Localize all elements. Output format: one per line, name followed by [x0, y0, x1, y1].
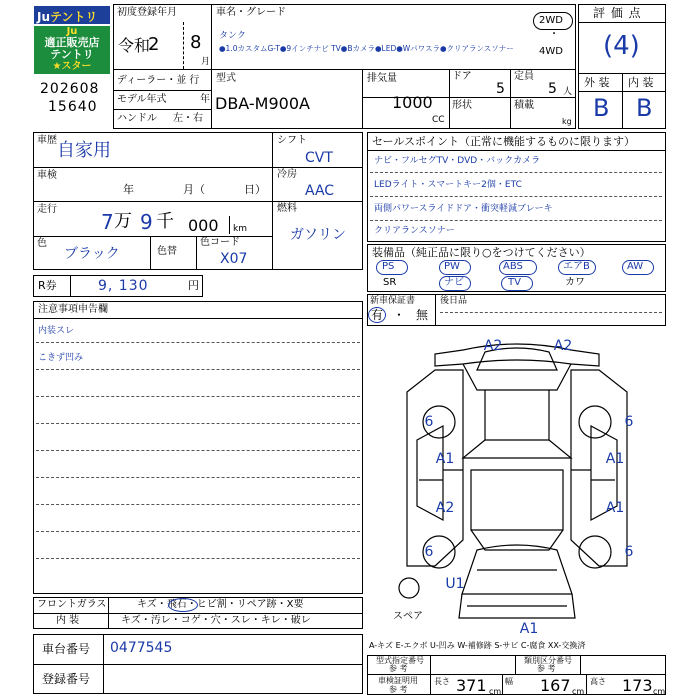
type-label: 型式: [216, 73, 236, 84]
width-label: 幅: [505, 677, 513, 686]
damage-mark: A1: [605, 500, 625, 516]
logo-badge: Ju: [66, 26, 78, 37]
capacity-label: 定員: [514, 71, 534, 82]
type-designation-label: 型式指定番号: [376, 656, 424, 665]
r-ticket-value: 9, 130: [98, 278, 149, 294]
history-label: 車歴: [37, 135, 57, 146]
displacement-label: 排気量: [367, 73, 397, 84]
equip-aw: AW: [627, 261, 644, 272]
capacity-value: 5: [548, 81, 557, 97]
mileage-man: 7: [101, 210, 114, 234]
vehicle-grade: ●1.0カスタムG-T●9インチナビ TV●Bカメラ●LED●Wパワスラ●クリアランスソナー: [219, 44, 514, 53]
registration-month: 8: [190, 32, 202, 53]
inspection-day: 日）: [244, 183, 266, 196]
damage-mark: U1: [445, 576, 465, 592]
length-unit: cm: [489, 687, 502, 696]
equip-airbag: エアB: [563, 261, 590, 272]
sales-point-1: ナビ・フルセグTV・DVD・バックカメラ: [374, 156, 541, 166]
height-label: 高さ: [590, 677, 606, 686]
logo-line2: テントリ: [50, 48, 94, 61]
damage-mark: 6: [424, 414, 434, 430]
height-value: 173: [622, 676, 653, 695]
doors-label: ドア: [452, 71, 472, 82]
drive-sep: ・: [549, 29, 559, 40]
handle-options: 左・右: [173, 113, 203, 124]
mileage-unit: km: [233, 224, 247, 234]
notes-label: 注意事項申告欄: [38, 304, 108, 315]
color-code-label: 色コード: [200, 237, 240, 248]
inspection-month: 月（: [183, 183, 205, 196]
damage-mark: 6: [424, 544, 434, 560]
shift-value: CVT: [305, 150, 333, 166]
lot-code-2: 15640: [48, 99, 98, 115]
model-year-label: モデル年式: [117, 94, 167, 105]
front-glass-label: フロントガラス: [37, 599, 107, 610]
length-label: 長さ: [434, 677, 450, 686]
damage-mark: A2: [435, 500, 455, 516]
color-label: 色: [37, 238, 47, 249]
dealer-label: ディーラー・並 行: [117, 75, 200, 86]
ac-value: AAC: [305, 183, 335, 199]
front-glass-options: キズ・飛石・ヒビ割・リペア跡・X要: [137, 599, 304, 610]
registration-era: 令和: [118, 36, 151, 55]
equip-navi: ナビ: [444, 277, 464, 288]
damage-mark: 6: [624, 414, 634, 430]
chip-mark-circle: [168, 598, 198, 612]
type-value: DBA-M900A: [215, 94, 310, 113]
registration-number-label: 登録番号: [42, 672, 91, 686]
inspection-label: 車検: [37, 170, 57, 181]
equipment-label: 装備品（純正品に限り○をつけてください）: [372, 246, 591, 259]
shape-label: 形状: [452, 100, 472, 111]
registration-label: 初度登録年月: [117, 7, 177, 18]
sales-point-3: 両側パワースライドドア・衝突軽減ブレーキ: [374, 204, 553, 214]
doors-value: 5: [496, 81, 505, 97]
r-ticket-unit: 円: [188, 279, 199, 292]
evaluation-score: (4): [603, 31, 640, 61]
lot-code-1: 202608: [40, 81, 100, 97]
r-ticket-label: R券: [38, 279, 57, 292]
interior-grade: B: [636, 94, 653, 122]
interior-cond-options: キズ・汚レ・コゲ・穴・スレ・キレ・破レ: [121, 615, 311, 626]
equip-tv: TV: [508, 277, 521, 288]
fuel-label: 燃料: [277, 203, 297, 214]
equip-ps: PS: [382, 261, 395, 272]
logo-line1: 適正販売店: [44, 36, 100, 49]
registration-year: 2: [148, 34, 160, 55]
drive-2wd: 2WD: [539, 15, 563, 26]
handle-label: ハンドル: [117, 113, 157, 124]
notes-box: [33, 301, 363, 594]
warranty-yes: 有: [371, 308, 384, 322]
history-value: 自家用: [57, 140, 111, 161]
registration-month-unit: 月: [201, 57, 211, 67]
chassis-label: 車台番号: [42, 642, 91, 656]
width-value: 167: [540, 676, 571, 695]
damage-mark: A1: [435, 451, 455, 467]
mileage-sen: 9: [140, 210, 153, 234]
warranty-no: 無: [416, 308, 429, 322]
ac-label: 冷房: [277, 169, 297, 180]
equip-sr: SR: [383, 277, 397, 288]
mileage-man-unit: 万: [114, 211, 132, 232]
exterior-grade: B: [593, 94, 610, 122]
cert-label: 車検証明用: [378, 676, 418, 685]
logo-star: ★スター: [52, 61, 92, 72]
equip-pw: PW: [444, 261, 460, 272]
note-line-1: 内装スレ: [38, 326, 75, 336]
model-year-unit: 年: [200, 94, 210, 105]
drive-4wd: 4WD: [539, 46, 563, 57]
interior-cond-label: 内 装: [56, 615, 80, 626]
warranty-label: 新車保証書: [370, 296, 416, 306]
capacity-unit: 人: [563, 87, 573, 97]
warranty-sep: ・: [393, 308, 406, 322]
spare-label: スペア: [393, 611, 423, 622]
note-line-2: こきず凹み: [38, 353, 84, 363]
mileage-rest: 000: [188, 216, 219, 235]
payload-label: 積載: [514, 100, 534, 111]
width-unit: cm: [572, 687, 585, 696]
damage-mark: A1: [605, 451, 625, 467]
repaint-label: 色替: [157, 246, 177, 257]
shift-label: シフト: [277, 135, 307, 146]
inspection-year: 年: [123, 183, 134, 196]
damage-mark: A2: [483, 338, 503, 354]
damage-mark: A1: [519, 621, 539, 635]
color-value: ブラック: [64, 246, 120, 262]
vehicle-name: タンク: [219, 31, 246, 41]
type-designation-ref: 参 考: [389, 664, 408, 673]
payload-unit: kg: [562, 117, 572, 126]
later-items-label: 後日品: [440, 296, 468, 306]
damage-mark: 6: [624, 544, 634, 560]
cert-ref: 参 考: [389, 685, 408, 694]
interior-label: 内 装: [628, 76, 654, 89]
equip-abs: ABS: [503, 261, 523, 272]
damage-mark: A2: [553, 338, 573, 354]
class-ref: 参 考: [537, 664, 556, 673]
dealer-logo: [34, 6, 110, 74]
sales-point-2: LEDライト・スマートキー2個・ETC: [374, 180, 522, 190]
logo-brand-suffix: テントリ: [50, 10, 98, 24]
sales-points-label: セールスポイント（正常に機能するものに限ります）: [372, 135, 636, 148]
exterior-label: 外 装: [584, 76, 610, 89]
color-code: X07: [220, 251, 248, 267]
logo-brand: Ju: [37, 10, 51, 24]
displacement-unit: CC: [432, 115, 445, 125]
mileage-label: 走行: [37, 204, 57, 215]
fuel-value: ガソリン: [290, 227, 346, 243]
vehicle-name-label: 車名・グレード: [216, 7, 286, 18]
class-label: 類別区分番号: [524, 656, 572, 665]
height-unit: cm: [653, 687, 666, 696]
chassis-value: 0477545: [110, 640, 173, 656]
sales-point-4: クリアランスソナー: [374, 226, 455, 236]
damage-legend: A-キズ E-エクボ U-凹み W-補修跡 S-サビ C-腐食 XX-交換済: [369, 641, 586, 650]
car-damage-diagram: [367, 330, 666, 635]
length-value: 371: [456, 676, 487, 695]
mileage-sen-unit: 千: [156, 211, 174, 232]
evaluation-label: 評 価 点: [593, 6, 642, 20]
displacement-value: 1000: [392, 93, 433, 112]
logo-brand-bar: [34, 6, 110, 24]
equip-leather: カワ: [565, 277, 585, 288]
